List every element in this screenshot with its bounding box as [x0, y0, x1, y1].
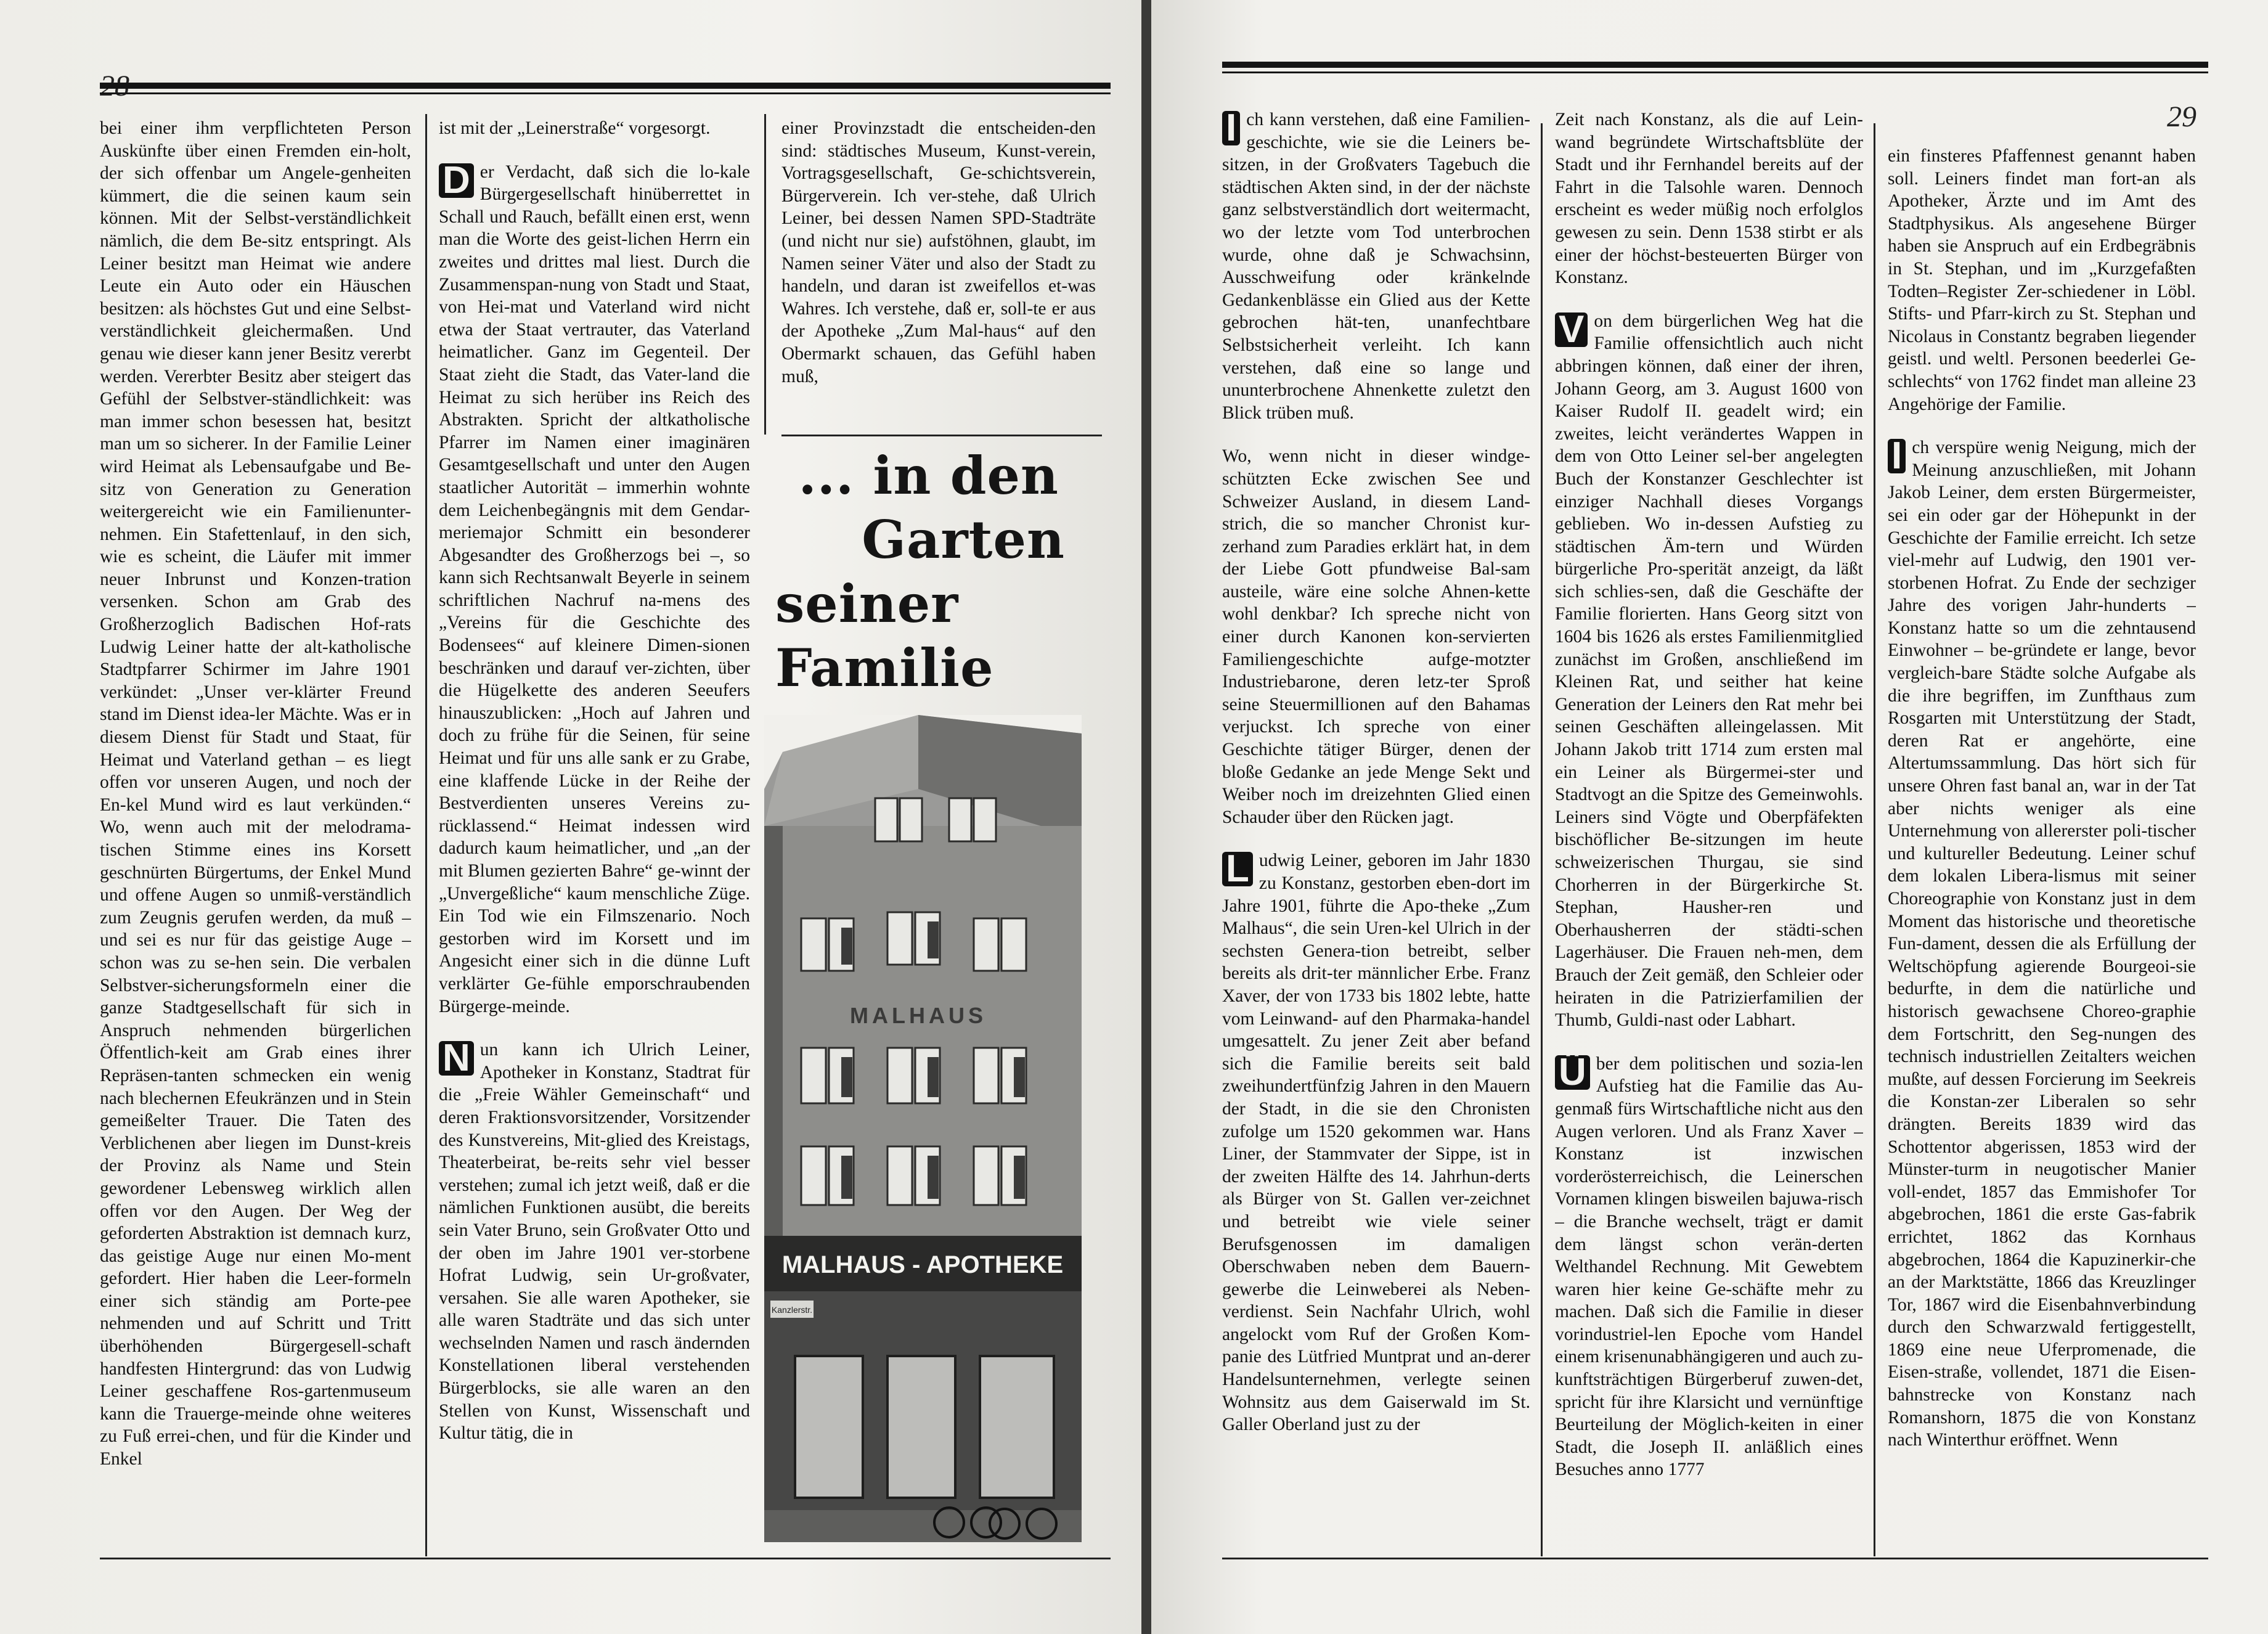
paragraph: Wo, wenn nicht in dieser windge-schützten Ecke zwischen See und Schweizer Ausland, in diesem Land-strich, die so mancher Chronist kur-zerhand zum Paradies erklärt hat, in dem der Liebe Gott pfundweise Bal-sam austeile, wäre eine solche Ahnen-kette wohl denkbar? Ich spreche nicht von einer durch Kanonen kon-servierten Familiengeschichte aufge-motzter Industriebarone, deren letz-ter Sproß seine Steuermillionen auf den Bahamas verjuckst. Ich spreche von einer Geschichte tätiger Bürger, denen der bloße Gedanke an jede Menge Sekt und Weiber noch im dreizehnten Glied einen Schauder über den Rücken jagt. — [1222, 446, 1530, 827]
header-rule-left — [100, 83, 1111, 89]
paragraph: N un kann ich Ulrich Leiner, Apotheker in Konstanz, Stadtrat für die „Freie Wähler Gemeinschaft“ und deren Fraktionsvorsitzender, Vorsitzender des Kunstvereins, Mit-glied des Kreistags, Theaterbeirat, be-reits sehr viel besser verstehen; zumal ich jetzt weiß, daß er die nämlichen Funktionen ausübt, die bereits sein Vater Bruno, sein Großvater Otto und der oben im Jahre 1901 ver-storbene Hofrat Ludwig, sein Ur-großvater, versahen. Sie alle waren Apotheker, sie alle waren Stadträte und das sich unter wechselnden Namen und rasch ändernden Konstellationen liberal verstehenden Bürgerblocks, sie alle waren an den Stellen von Kunst, Wissenschaft und Kultur tätig, die in — [439, 1037, 750, 1444]
headline-line: Garten — [862, 509, 1065, 570]
drop-cap: L — [1222, 852, 1253, 886]
drop-cap: I — [1222, 111, 1240, 145]
column-divider — [1541, 123, 1543, 1556]
right-page — [1151, 0, 2268, 1634]
drop-cap: V — [1555, 313, 1588, 347]
paragraph: Ü ber dem politischen und sozia-len Aufstieg hat die Familie das Au-genmaß fürs Wirtschaftliche nicht aus den Augen verloren. Und als Franz Xaver – Konstanz ist inzwischen vorderösterreichisch, die Leinerschen Vornamen klingen bisweilen bajuwa-risch – die Branche wechselt, trägt er damit dem längst schon verän-derten Welthandel Rechnung. Mit Gewebtem waren hier keine Ge-schäfte mehr zu machen. Daß sich die Familie in dieser vorindustriel-len Epoche vom Handel einem krisenunabhängigeren und auch zu-kunftsträchtigen Bürgerberuf zuwen-det, spricht für ihre Klarsicht und vernünftige Beurteilung der Möglich-keiten in einer Stadt, die Joseph II. anläßlich eines Besuches anno 1777 — [1555, 1050, 1863, 1480]
paragraph: I ch verspüre wenig Neigung, mich der Meinung anzuschließen, mit Johann Jakob Leiner, dem ersten Bürgermeister, sei ein oder gar der Höhepunkt in der Geschichte der Familie erreicht. Ich setze viel-mehr auf Ludwig, den 1901 ver-storbenen Hofrat. Zu Ende der sechziger Jahre des vorigen Jahr-hunderts – Konstanz hatte so um die zehntausend Einwohner – be-gründete er lange, bevor vergleich-bare Städte solche Aufgabe als die ihre begriffen, im Zunfthaus zum Rosgarten mit Unterstützung der Stadt, deren Rat er angehörte, eine Altertumssammlung. Das hört sich für unsere Ohren fast banal an, war in der Tat aber nichts weniger als eine Unternehmung von allererster poli-tischer und kultureller Bedeutung. Leiner schuf dem lokalen Libera-lismus mit seiner Choreographie von Konstanz just in dem Moment das historische und theoretische Fun-dament, dessen die als Erfüllung der Weltschöpfung agierende Bourgeoi-sie bedurfte, in dem die natürliche und historisch gewachsene Choreo-graphie dem Fortschritt, den Seg-nungen des technisch industriellen Zeitalters weichen mußte, auf dessen Forcierung im Seekreis die Konstan-zer Liberalen so sehr drängten. Bereits 1839 wird das Schottentor abgerissen, 1853 wird der Münster-turm in neugotischer Manier voll-endet, 1857 das Emmishofer Tor abgebrochen, 1861 die erste Gas-fabrik errichtet, 1862 das Kornhaus abgebrochen, 1864 die Kapuzinerkir-che an der Marktstätte, 1866 das Kreuzlinger Tor, 1867 wird die Eisenbahnverbindung durch den Schwarzwald fertiggestellt, 1869 eine neue Uferpromenade, die Eisen-straße, vollendet, 1871 die Eisen-bahnstrecke von Konstanz nach Romanshorn, 1875 die von Konstanz nach Winterthur eröffnet. Wenn — [1888, 435, 2196, 1450]
paragraph: D er Verdacht, daß sich die lo-kale Bürgergesellschaft hinüberrettet in Schall und Rauch, befällt einen erst, wenn man die Worte des geist-lichen Herrn ein zweites und drittes mal liest. Durch die Zusammenspan-nung von Stadt und Staat, von Hei-mat und Vaterland wird nicht etwa der Staat vertrauter, das Vaterland heimatlicher. Ganz im Gegenteil. Der Staat zieht die Stadt, das Vater-land die Heimat zu sich herüber ins Reich des Abstrakten. Spricht der altkatholische Pfarrer im Namen einer imaginären Gesamtgesellschaft und unter den Augen staatlicher Autorität – immerhin wohnte dem Leichenbegängnis mit dem Gendar-meriemajor Schmitt ein besonderer Abgesandter des Großherzogs bei –, so kann sich Rechtsanwalt Beyerle in seinem schriftlichen Nachruf na-mens des „Vereins für die Geschichte des Bodensees“ auf kleinere Dimen-sionen beschränken und darauf ver-zichten, über die Hügelkette des anderen Seeufers hinauszublicken: „Hoch auf Jahren und doch zu frühe für die Seinen, für seine Heimat und für uns alle sank er zu Grabe, eine klaffende Lücke in der Reihe der Bestverdienten unseres Vereins zu-rücklassend.“ Heimat indessen wird dadurch kaum heimatlicher, und „an der mit Blumen gezierten Bahre“ ge-winnt der „Unvergeßliche“ kaum menschliche Züge. Ein Tod wie ein Filmszenario. Noch gestorben wird im Korsett und im Angesicht einer sich in die dünne Luft verklärter Ge-fühle emporschraubenden Bürgerge-meinde. — [439, 158, 750, 1016]
header-rule-right-thin — [1222, 71, 2208, 73]
paragraph: ist mit der „Leinerstraße“ vorgesorgt. — [439, 118, 711, 138]
header-rule-left-thin — [100, 92, 1111, 94]
header-rule-right — [1222, 62, 2208, 68]
left-column-3 — [781, 117, 1096, 431]
column-divider — [425, 114, 427, 1556]
page-number-right: 29 — [2167, 100, 2197, 133]
paragraph: I ch kann verstehen, daß eine Familien-geschichte, wie sie die Leiners be-sitzen, in der Großvaters Tagebuch die städtischen Akten sind, in der der nächste ganz selbstverständlich dort weitermacht, wo der letzte vom Tod unterbrochen wurde, ohne daß je Schwachsinn, Ausschweifung oder kränkelnde Gedankenblässe ein Glied aus der Kette gebrochen hät-ten, unanfechtbare Selbstsicherheit verleiht. Ich kann verstehen, daß eine so lange und ununterbrochene Ahnenkette zuletzt den Blick trüben muß. — [1222, 108, 1530, 423]
drop-cap: N — [439, 1041, 474, 1076]
drop-cap: I — [1888, 439, 1906, 473]
shop-sign: MALHAUS - APOTHEKE — [781, 1251, 1064, 1278]
malhaus-apotheke-photo — [764, 715, 1082, 1542]
column-divider — [1874, 123, 1875, 1556]
book-gutter — [1141, 0, 1151, 1634]
headline-line: ... in den — [798, 445, 1059, 506]
right-column-3 — [1888, 145, 2196, 1556]
street-sign: Kanzlerstr. — [771, 1305, 813, 1315]
left-column-1 — [100, 117, 411, 1553]
paragraph: einer Provinzstadt die entscheiden-den sind: städtisches Museum, Kunst-verein, Vortragsgesellschaft, Ge-schichtsverein, Bürgerverein. Ich ver-stehe, daß Ulrich Leiner, bei dessen Namen SPD-Stadträte (und nicht nur sie) aufstöhnen, glaubt, im Namen seiner Väter und also der Stadt zu handeln, und daran ist zweifellos et-was Wahres. Ich verstehe, daß er, soll-te er aus der Apotheke „Zum Mal-haus“ auf den Obermarkt schauen, das Gefühl haben muß, — [781, 118, 1096, 386]
column-divider — [764, 114, 766, 435]
paragraph: V on dem bürgerlichen Weg hat die Familie offensichtlich auch nicht abbringen können, daß einer der ihren, Johann Georg, am 3. August 1600 von Kaiser Rudolf II. geadelt wird; ein zweites, leicht verändertes Wappen in dem von Otto Leiner sel-ber angelegten Buch der Konstanzer Geschlechter ist einziger Nachhall dieses Vorgangs geblieben. Wo in-dessen Aufstieg zu städtischen Äm-tern und Würden bürgerliche Pro-sperität anzeigt, da läßt sich schlies-sen, daß die Geschäfte der Familie florierten. Hans Georg sitzt von 1604 bis 1626 als erstes Familienmitglied zunächst im Großen, anschließend im Kleinen Rat, und seither hat keine Generation der Leiners den Rat mehr bei seinen Geschäften alleingelassen. Mit Johann Jakob tritt 1714 zum ersten mal ein Leiner als Bürgermei-ster und Stadtvogt an die Spitze des Gemeinwohls. Leiners sind Vögte und Oberpfäfekten bischöflicher Be-sitzungen im heute schweizerischen Thurgau, sie sind Chorherren in der Bürgerkirche St. Stephan, Hausher-ren und Oberhausherren der städti-schen Lagerhäuser. Die Frauen neh-men, dem Brauch der Zeit gemäß, den Schleier oder heiraten in die Patrizierfamilien der Thumb, Guldi-nast oder Labhart. — [1555, 308, 1863, 1031]
headline-rule — [781, 435, 1102, 436]
paragraph: L udwig Leiner, geboren im Jahr 1830 zu Konstanz, gestorben eben-dort im Jahre 1901, führte die Apo-theke „Zum Malhaus“, die sein Uren-kel Ulrich in der sechsten Genera-tion betreibt, selber bereits als drit-ter männlicher Erbe. Franz Xaver, der von 1733 bis 1802 lebte, hatte vom Leinwand- auf den Pharmaka-handel umgesattelt. Zu jener Zeit aber befand sich die Familie bereits seit bald zweihundertfünfzig Jahren in den Mauern der Stadt, in die sie den Chronisten zufolge um 1520 gekommen war. Hans Liner, der Stammvater der Sippe, ist in der zweiten Hälfte des 14. Jahrhun-derts als Bürger von St. Gallen ver-zeichnet und betreibt wie viele seiner Berufsgenossen im damaligen Oberschwaben neben dem Bauern-gewerbe die Leinweberei als Neben-verdienst. Sein Nachfahr Ulrich, wohl angelockt vom Ruf der Großen Kom-panie des Lütfried Muntprat und an-derer Handelsunternehmen, verlegte seinen Wohnsitz aus dem Gaiserwald im St. Galler Oberland just zu der — [1222, 848, 1530, 1435]
drop-cap: Ü — [1555, 1055, 1590, 1090]
facade-lettering: MALHAUS — [850, 1003, 987, 1028]
paragraph: ein finsteres Pfaffennest genannt haben soll. Leiners findet man fort-an als Apotheker, Ärzte und im Amt des Stadtphysikus. Als angesehene Bürger haben sie Anspruch auf ein Erdbegräbnis in St. Stephan, und im „Kurzgefaßten Todten–Register Zer-schiedener in Löbl. Stifts- und Pfarr-kirch zu St. Stephan und Nicolaus in Constantz begraben liegender geistl. und weltl. Personen beederlei Ge-schlechts“ von 1762 findet man alleine 23 Angehörige der Familie. — [1888, 146, 2196, 414]
right-column-2 — [1555, 108, 1863, 1554]
right-column-1 — [1222, 108, 1530, 1554]
footer-rule-left — [100, 1558, 1111, 1559]
left-column-2 — [439, 117, 750, 1553]
paragraph: Zeit nach Konstanz, als die auf Lein-wand begründete Wirtschaftsblüte der Stadt und ihr Fernhandel bereits auf der Fahrt in die Talsohle waren. Dennoch erscheint es weder müßig noch erfolglos gewesen zu sein. Denn 1538 stirbt er als einer der höchst-besteuerten Bürger von Konstanz. — [1555, 110, 1863, 288]
headline-line: seiner Familie — [775, 573, 994, 698]
footer-rule-right — [1222, 1558, 2208, 1559]
paragraph: bei einer ihm verpflichteten Person Auskünfte über einen Fremden ein-holt, der sich offenbar um Angele-genheiten kümmert, die die seinen kaum sein können. Mit der Selbst-verständlichkeit nämlich, die dem Be-sitz entspringt. Als Leiner besitzt man Heimat wie andere Leute ein Auto oder ein Häuschen besitzen: als höchstes Gut und eine Selbst-verständlichkeit gleichermaßen. Und genau wie dieser kann jener Besitz vererbt werden. Vererbter Besitz aber steigert das Gefühl der Selbstver-ständlichkeit: was man immer schon besessen hat, besitzt man um so sicherer. In der Familie Leiner wird Heimat als Lebensaufgabe und Be-sitz von Generation zu Generation weitergereicht wie ein Familienunter-nehmen. Ein Stafettenlauf, in den sich, wie es scheint, die Läufer mit immer neuer Inbrunst und Konzen-tration versenken. Schon am Grab des Großherzoglich Badischen Hof-rats Ludwig Leiner hatte der alt-katholische Stadtpfarrer Schirmer im Jahre 1901 verkündet: „Unser ver-klärter Freund stand im Dienst idea-ler Mächte. Was er in diesem Dienst für Stadt und Staat, für Heimat und Vaterland gethan – es liegt offen vor unseren Augen, und noch der En-kel Mund wird es laut verkünden.“ Wo, wenn auch mit der melodrama-tischen Stimme eines ins Korsett geschnürten Bürgertums, der Enkel Mund und offene Augen so unmiß-verständlich zum Zeugnis gerufen werden, da muß – und sei es nur für das geistige Auge – schon was zu se-hen sein. Die verbalen Selbstver-sicherungsformeln einer die ganze Stadtgesellschaft für sich in Anspruch nehmenden bürgerlichen Öffentlich-keit am Grab eines ihrer Repräsen-tanten schmecken ein wenig nach blechernen Efeukränzen und in Stein gemeißelter Trauer. Die Taten des Verblichenen aber liegen im Dunst-kreis der Provinz als Name und Stein gewordener Lebensweg wirklich allen offen vor den Augen. Der Weg der geforderten Abstraktion ist demnach kurz, das geistige Auge nur einen Mo-ment gefordert. Hier haben die Leer-formeln einer sich ständig am Porte-pee nehmenden und auf Schritt und Tritt überhöhenden Bürgergesell-schaft handfesten Hintergrund: das von Ludwig Leiner geschaffene Ros-gartenmuseum kann die Trauerge-meinde ohne weiteres zu Fuß errei-chen, und für die Kinder und Enkel — [100, 118, 411, 1469]
drop-cap: D — [439, 163, 474, 198]
